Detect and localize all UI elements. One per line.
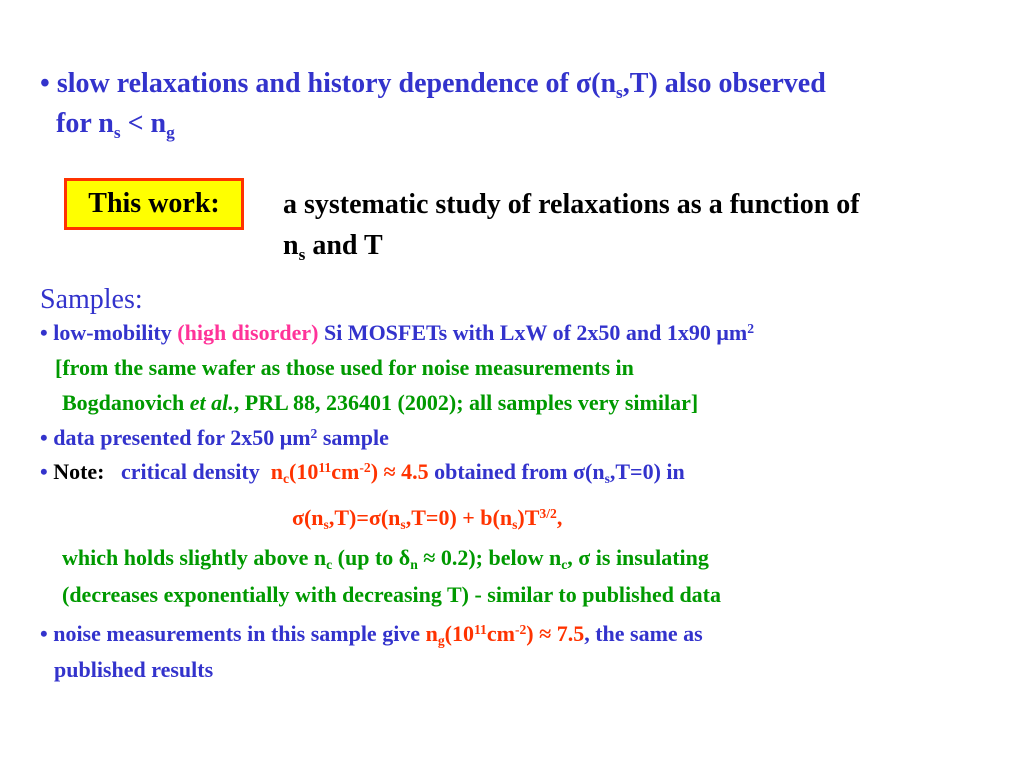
sample-text: published results (54, 657, 214, 682)
subscript: c (282, 471, 290, 487)
note-text: obtained from (428, 459, 574, 484)
subscript: s (616, 82, 623, 102)
samples-bullet-2 (40, 427, 389, 449)
high-disorder-text: (high disorder) (177, 320, 319, 345)
superscript: 2 (747, 321, 755, 337)
subscript: s (323, 517, 329, 533)
sample-text: Si MOSFETs with LxW of 2x50 and 1x90 (318, 320, 717, 345)
note-text: (n (585, 459, 605, 484)
bullet: • (40, 459, 48, 484)
nc-text: (10 (289, 459, 319, 484)
which-holds-line (62, 545, 709, 573)
ng-n: n (425, 621, 438, 646)
formula-part: ,T)= (328, 505, 369, 530)
intro-text: slow relaxations and history dependence of (56, 68, 576, 99)
nc-text: ) ≈ 4.5 (370, 459, 429, 484)
which-text: (up to (332, 545, 399, 570)
bullet: • (40, 425, 48, 450)
this-work-text-2 (283, 230, 383, 264)
superscript: 2 (310, 426, 318, 442)
which-text: which holds slightly above n (62, 545, 327, 570)
samples-bullet-1-cont (55, 357, 634, 379)
note-label: Note: (53, 459, 105, 484)
which-text: ≈ 0.2); below n (417, 545, 562, 570)
et-al-text: et al. (189, 390, 234, 415)
nc-value (270, 459, 429, 487)
sigma-symbol: σ (578, 545, 591, 570)
sample-text: low-mobility (53, 320, 178, 345)
mu-symbol: μ (279, 425, 293, 450)
sample-text: , PRL 88, 236401 (2002); all samples very similar] (233, 390, 699, 415)
mu-symbol: μ (716, 320, 729, 345)
decreases-line (62, 584, 721, 606)
superscript: 11 (473, 622, 487, 638)
formula (292, 505, 563, 533)
bullet: • (40, 68, 50, 99)
superscript: -2 (359, 460, 371, 476)
samples-bullet-1-ref (62, 392, 698, 414)
intro-text: (n (591, 68, 617, 99)
formula-part: (n (380, 505, 401, 530)
sample-text: sample (317, 425, 389, 450)
subscript: n (410, 557, 418, 573)
bullet: • (40, 320, 48, 345)
nc-text: cm (331, 459, 360, 484)
ng-value (425, 621, 585, 649)
subscript: s (113, 122, 121, 142)
formula-part: (n (303, 505, 324, 530)
sigma-symbol: σ (575, 68, 592, 99)
formula-part: , (556, 505, 563, 530)
samples-bullet-3 (40, 621, 703, 649)
subscript: s (298, 244, 306, 264)
nc-n: n (270, 459, 283, 484)
bullet: • (40, 621, 48, 646)
formula-part: σ (368, 505, 381, 530)
subscript: s (512, 517, 518, 533)
sigma-symbol: σ (573, 459, 585, 484)
sample-text: m (728, 320, 748, 345)
subscript: g (437, 633, 445, 649)
ng-text: cm (486, 621, 515, 646)
this-work-text: n (283, 230, 299, 261)
delta-symbol: δ (398, 545, 411, 570)
note-line (40, 459, 685, 487)
sample-text: m (292, 425, 311, 450)
note-text: ,T=0) in (609, 459, 685, 484)
sample-text: Bogdanovich (62, 390, 190, 415)
which-text: is insulating (590, 545, 709, 570)
superscript: 11 (318, 460, 332, 476)
this-work-box (64, 178, 244, 230)
samples-bullet-1 (40, 322, 754, 344)
subscript: g (166, 122, 175, 142)
samples-bullet-3-cont (54, 659, 213, 681)
intro-text: < n (120, 108, 167, 139)
formula-part: )T (517, 505, 540, 530)
subscript: c (561, 557, 568, 573)
decreases-text: (decreases exponentially with decreasing T) - similar to published data (62, 582, 722, 607)
subscript: c (326, 557, 333, 573)
ng-text: ) ≈ 7.5 (526, 621, 585, 646)
superscript: 3/2 (539, 506, 557, 522)
which-text: , (567, 545, 579, 570)
note-text: critical density (121, 459, 266, 484)
sample-text: noise measurements in this sample give (53, 621, 426, 646)
intro-line-1 (40, 68, 826, 102)
samples-heading-text: Samples: (40, 284, 143, 315)
formula-part: ,T=0) + b(n (405, 505, 513, 530)
sample-text: , the same as (584, 621, 703, 646)
intro-line-2 (56, 108, 175, 142)
this-work-label: This work: (88, 188, 220, 219)
intro-text: for n (56, 108, 114, 139)
ng-text: (10 (444, 621, 474, 646)
this-work-text: and T (305, 230, 383, 261)
subscript: s (604, 471, 610, 487)
formula-part: σ (292, 505, 304, 530)
superscript: -2 (514, 622, 527, 638)
sample-text: [from the same wafer as those used for noise measurements in (55, 355, 634, 380)
sample-text: data presented for 2x50 (53, 425, 280, 450)
this-work-text-1 (283, 191, 860, 219)
subscript: s (400, 517, 406, 533)
samples-heading (40, 284, 143, 316)
this-work-text: a systematic study of relaxations as a function of (283, 189, 860, 220)
intro-text: ,T) also observed (622, 68, 826, 99)
